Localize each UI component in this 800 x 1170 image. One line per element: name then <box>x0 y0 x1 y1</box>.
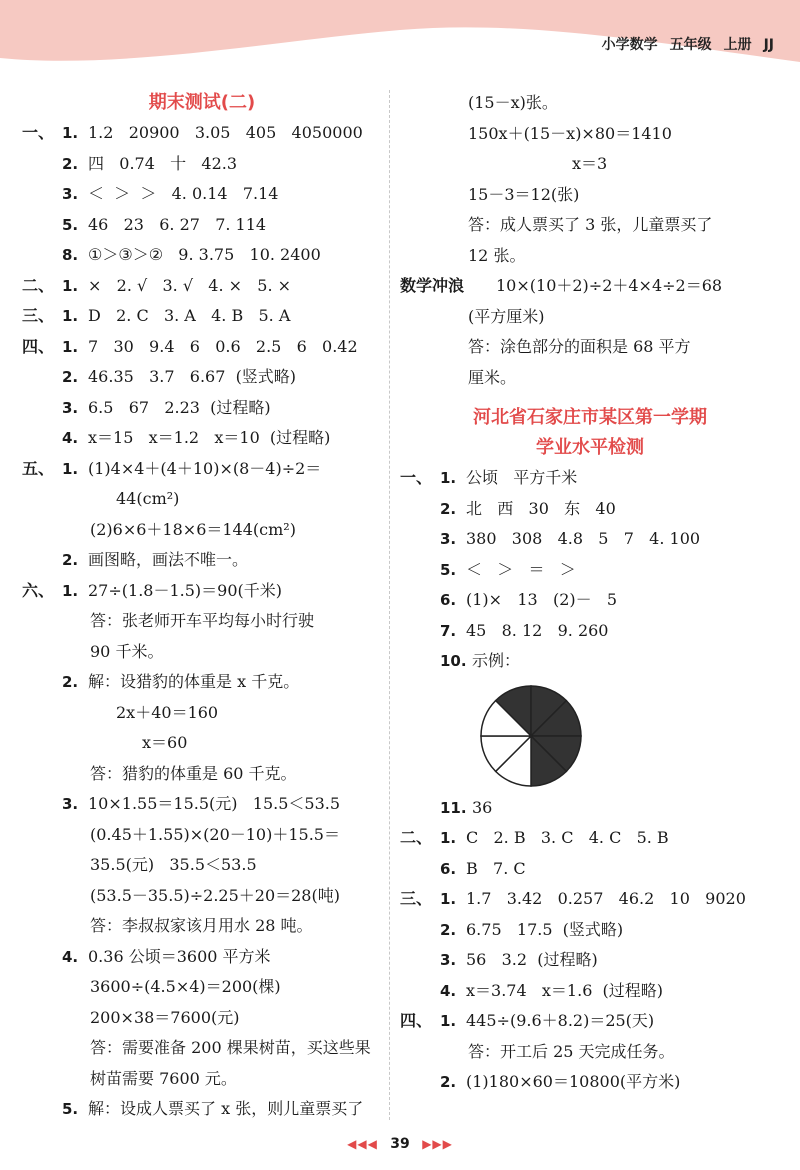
answer-text: 27÷(1.8－1.5)＝90(千米) <box>88 580 282 600</box>
answer-text: 解：设猎豹的体重是 x 千克。 <box>88 672 300 691</box>
answer-text: 10×1.55＝15.5(元) 15.5＜53.5 <box>88 794 341 813</box>
answer-text: 445÷(9.6＋8.2)＝25(天) <box>466 1011 655 1030</box>
answer-text: 厘米。 <box>468 367 517 387</box>
question-number: 1. <box>440 1012 457 1030</box>
answer-text: (1)× 13 (2)－ 5 <box>466 590 618 609</box>
answer-text: 56 3.2 (过程略) <box>466 950 598 969</box>
answer-row <box>400 884 780 915</box>
answer-row <box>22 972 382 1003</box>
question-number: 2. <box>62 368 79 386</box>
section-number: 三、 <box>400 889 433 908</box>
question-number: 1. <box>440 890 457 908</box>
answer-row <box>22 149 382 180</box>
section-number: 一、 <box>22 123 55 142</box>
answer-row <box>400 271 780 302</box>
answer-row <box>400 494 780 525</box>
answer-text: 答：涂色部分的面积是 68 平方 <box>468 337 691 356</box>
answer-text: 公顷 平方千米 <box>466 468 578 487</box>
answer-row <box>400 1037 780 1068</box>
answer-text: 44(cm²) <box>116 489 180 508</box>
answer-row <box>22 576 382 607</box>
answer-text: x＝3 <box>572 154 608 173</box>
page-number: 39 <box>390 1136 410 1152</box>
answer-row <box>400 302 780 333</box>
question-number: 1. <box>62 307 79 325</box>
question-number: 1. <box>62 581 79 600</box>
answer-text: 6.5 67 2.23 (过程略) <box>88 397 271 417</box>
answer-row <box>22 911 382 942</box>
answer-text: 90 千米。 <box>90 641 164 661</box>
question-number: 4. <box>62 947 79 966</box>
question-number: 1. <box>62 124 79 142</box>
header-edition: JJ <box>763 37 774 53</box>
question-number: 8. <box>62 246 79 264</box>
answer-row <box>22 393 382 424</box>
answer-row <box>400 524 780 555</box>
answer-text: 答：张老师开车平均每小时行驶 <box>90 611 315 630</box>
answer-row <box>400 555 780 586</box>
answer-text: 答：李叔叔家该月用水 28 吨。 <box>90 916 313 935</box>
answer-row <box>22 271 382 302</box>
question-number: 6. <box>440 591 457 609</box>
answer-row <box>22 728 382 759</box>
answer-row <box>22 240 382 271</box>
question-number: 10. <box>440 652 467 670</box>
answer-text: (平方厘米) <box>468 306 545 326</box>
answer-text: 答：需要准备 200 棵果树苗，买这些果 <box>90 1038 371 1057</box>
answer-text: (1)180×60＝10800(平方米) <box>466 1072 681 1091</box>
section-number: 五、 <box>22 458 55 478</box>
answer-row <box>400 180 780 211</box>
section-number: 四、 <box>22 336 55 356</box>
answer-text: x＝15 x＝1.2 x＝10 (过程略) <box>88 428 331 447</box>
answer-text: 10×(10＋2)÷2＋4×4÷2＝68 <box>496 276 723 295</box>
right-section-title-line2: 学业水平检测 <box>536 437 644 458</box>
answer-row <box>22 332 382 363</box>
question-number: 2. <box>62 673 79 691</box>
answer-row <box>22 698 382 729</box>
answer-text: ＜ ＞ ＞ 4. 0.14 7.14 <box>88 184 279 203</box>
answer-text: 7 30 9.4 6 0.6 2.5 6 0.42 <box>88 336 358 356</box>
answer-text: (0.45＋1.55)×(20－10)＋15.5＝ <box>90 824 340 844</box>
answer-row <box>22 179 382 210</box>
question-number: 3. <box>440 951 457 969</box>
answer-text: 四 0.74 十 42.3 <box>88 153 238 173</box>
answer-text: 12 张。 <box>468 245 526 265</box>
answer-row <box>22 301 382 332</box>
answer-text: 答：猎豹的体重是 60 千克。 <box>90 763 297 783</box>
left-answer-list <box>22 118 382 1125</box>
answer-row <box>400 854 780 885</box>
left-section-title: 期末测试(二) <box>148 92 256 113</box>
question-number: 6. <box>440 859 457 878</box>
header-subject: 小学数学 <box>601 37 658 53</box>
section-number: 四、 <box>400 1011 433 1030</box>
question-number: 5. <box>440 560 457 579</box>
right-answer-list-top <box>400 88 780 393</box>
answer-text: C 2. B 3. C 4. C 5. B <box>466 828 669 847</box>
answer-row <box>400 363 780 394</box>
header-info <box>590 34 774 54</box>
answer-text: ①＞③＞② 9. 3.75 10. 2400 <box>88 245 321 264</box>
answer-row <box>22 210 382 241</box>
answer-row <box>400 976 780 1007</box>
answer-text: 200×38＝7600(元) <box>90 1007 240 1027</box>
answer-text: (53.5－35.5)÷2.25＋20＝28(吨) <box>90 885 340 905</box>
answer-text: (2)6×6＋18×6＝144(cm²) <box>90 519 296 539</box>
answer-text: (15－x)张。 <box>468 93 558 112</box>
section-number: 二、 <box>22 275 55 295</box>
answer-text: 36 <box>472 797 493 817</box>
answer-row <box>22 1064 382 1095</box>
answer-row <box>22 667 382 698</box>
question-number: 7. <box>440 621 457 640</box>
answer-row <box>22 423 382 454</box>
section-number: 二、 <box>400 828 433 847</box>
answer-text: 3600÷(4.5×4)＝200(棵) <box>90 977 281 996</box>
answer-row <box>22 1094 382 1125</box>
answer-row <box>22 515 382 546</box>
section-number: 一、 <box>400 468 433 487</box>
header-volume: 上册 <box>723 37 752 53</box>
answer-row <box>400 1006 780 1037</box>
answer-row <box>400 119 780 150</box>
answer-text: 示例： <box>472 651 521 670</box>
answer-row <box>22 942 382 973</box>
answer-text: 解：设成人票买了 x 张，则儿童票买了 <box>88 1099 364 1118</box>
question-number: 5. <box>62 1100 79 1118</box>
answer-row <box>400 1067 780 1098</box>
answer-row <box>22 545 382 576</box>
answer-text: 1.2 20900 3.05 405 4050000 <box>88 123 363 142</box>
footer-arrows-right: ▶▶▶ <box>422 1137 453 1151</box>
question-number: 1. <box>440 829 457 847</box>
answer-row <box>22 362 382 393</box>
page-footer <box>0 1136 800 1152</box>
answer-text: ＜ ＞ ＝ ＞ <box>466 559 576 579</box>
answer-row <box>400 616 780 647</box>
answer-row <box>400 945 780 976</box>
answer-row <box>400 210 780 241</box>
answer-row <box>22 789 382 820</box>
answer-row <box>22 1033 382 1064</box>
answer-text: 画图略，画法不唯一。 <box>88 550 249 569</box>
answer-text: 15－3＝12(张) <box>468 184 580 204</box>
answer-row <box>400 793 780 824</box>
question-number: 1. <box>62 459 79 478</box>
answer-row <box>400 915 780 946</box>
question-number: 2. <box>440 1073 457 1091</box>
left-column <box>22 88 382 1125</box>
right-column <box>400 88 780 1098</box>
answer-text: 35.5(元) 35.5＜53.5 <box>90 855 257 874</box>
question-number: 2. <box>62 154 79 173</box>
question-number: 3. <box>62 185 79 203</box>
answer-row <box>22 850 382 881</box>
answer-row <box>400 585 780 616</box>
question-number: 3. <box>62 398 79 417</box>
section-number: 六、 <box>22 580 55 600</box>
answer-text: 46 23 6. 27 7. 114 <box>88 214 267 234</box>
answer-text: x＝3.74 x＝1.6 (过程略) <box>466 980 664 1000</box>
answer-row <box>22 1003 382 1034</box>
section-number: 三、 <box>22 306 55 325</box>
answer-text: (1)4×4＋(4＋10)×(8－4)÷2＝ <box>88 458 322 478</box>
right-answer-list-mid <box>400 463 780 677</box>
answer-text: 0.36 公顷＝3600 平方米 <box>88 946 271 966</box>
section-number: 数学冲浪 <box>400 276 465 295</box>
answer-row <box>400 149 780 180</box>
answer-row <box>400 646 780 677</box>
answer-row <box>22 759 382 790</box>
answer-text: 6.75 17.5 (竖式略) <box>466 919 624 939</box>
answer-row <box>22 484 382 515</box>
question-number: 1. <box>440 469 457 487</box>
question-number: 2. <box>440 920 457 939</box>
answer-text: 树苗需要 7600 元。 <box>90 1068 237 1088</box>
question-number: 1. <box>62 276 79 295</box>
answer-row <box>22 637 382 668</box>
answer-row <box>400 88 780 119</box>
right-answer-list-bottom <box>400 793 780 1098</box>
column-divider <box>389 90 390 1120</box>
answer-row <box>22 606 382 637</box>
answer-row <box>400 463 780 494</box>
answer-row <box>22 454 382 485</box>
answer-row <box>400 241 780 272</box>
question-number: 5. <box>62 215 79 234</box>
answer-text: 答：开工后 25 天完成任务。 <box>468 1041 675 1061</box>
answer-row <box>22 881 382 912</box>
question-number: 4. <box>440 981 457 1000</box>
answer-row <box>22 118 382 149</box>
answer-text: x＝60 <box>142 733 188 752</box>
answer-text: × 2. √ 3. √ 4. × 5. × <box>88 275 292 295</box>
header-grade: 五年级 <box>669 37 712 53</box>
question-number: 2. <box>62 551 79 569</box>
answer-text: 380 308 4.8 5 7 4. 100 <box>466 529 701 548</box>
question-number: 11. <box>440 798 467 817</box>
question-number: 3. <box>440 530 457 548</box>
answer-row <box>400 332 780 363</box>
right-section-title-line1: 河北省石家庄市某区第一学期 <box>473 407 707 428</box>
pie-chart <box>476 681 586 791</box>
answer-text: 46.35 3.7 6.67 (竖式略) <box>88 367 297 386</box>
answer-text: 2x＋40＝160 <box>116 702 219 722</box>
answer-text: 答：成人票买了 3 张，儿童票买了 <box>468 215 713 234</box>
answer-text: 45 8. 12 9. 260 <box>466 620 609 640</box>
question-number: 1. <box>62 337 79 356</box>
answer-text: 北 西 30 东 40 <box>466 498 616 518</box>
question-number: 3. <box>62 795 79 813</box>
question-number: 2. <box>440 499 457 518</box>
answer-text: 150x＋(15－x)×80＝1410 <box>468 123 672 143</box>
answer-row <box>400 823 780 854</box>
pie-example-figure <box>400 677 780 793</box>
question-number: 4. <box>62 429 79 447</box>
footer-arrows-left: ◀◀◀ <box>347 1137 378 1151</box>
answer-text: B 7. C <box>466 858 526 878</box>
answer-text: 1.7 3.42 0.257 46.2 10 9020 <box>466 889 746 908</box>
answer-row <box>22 820 382 851</box>
answer-text: D 2. C 3. A 4. B 5. A <box>88 306 291 325</box>
